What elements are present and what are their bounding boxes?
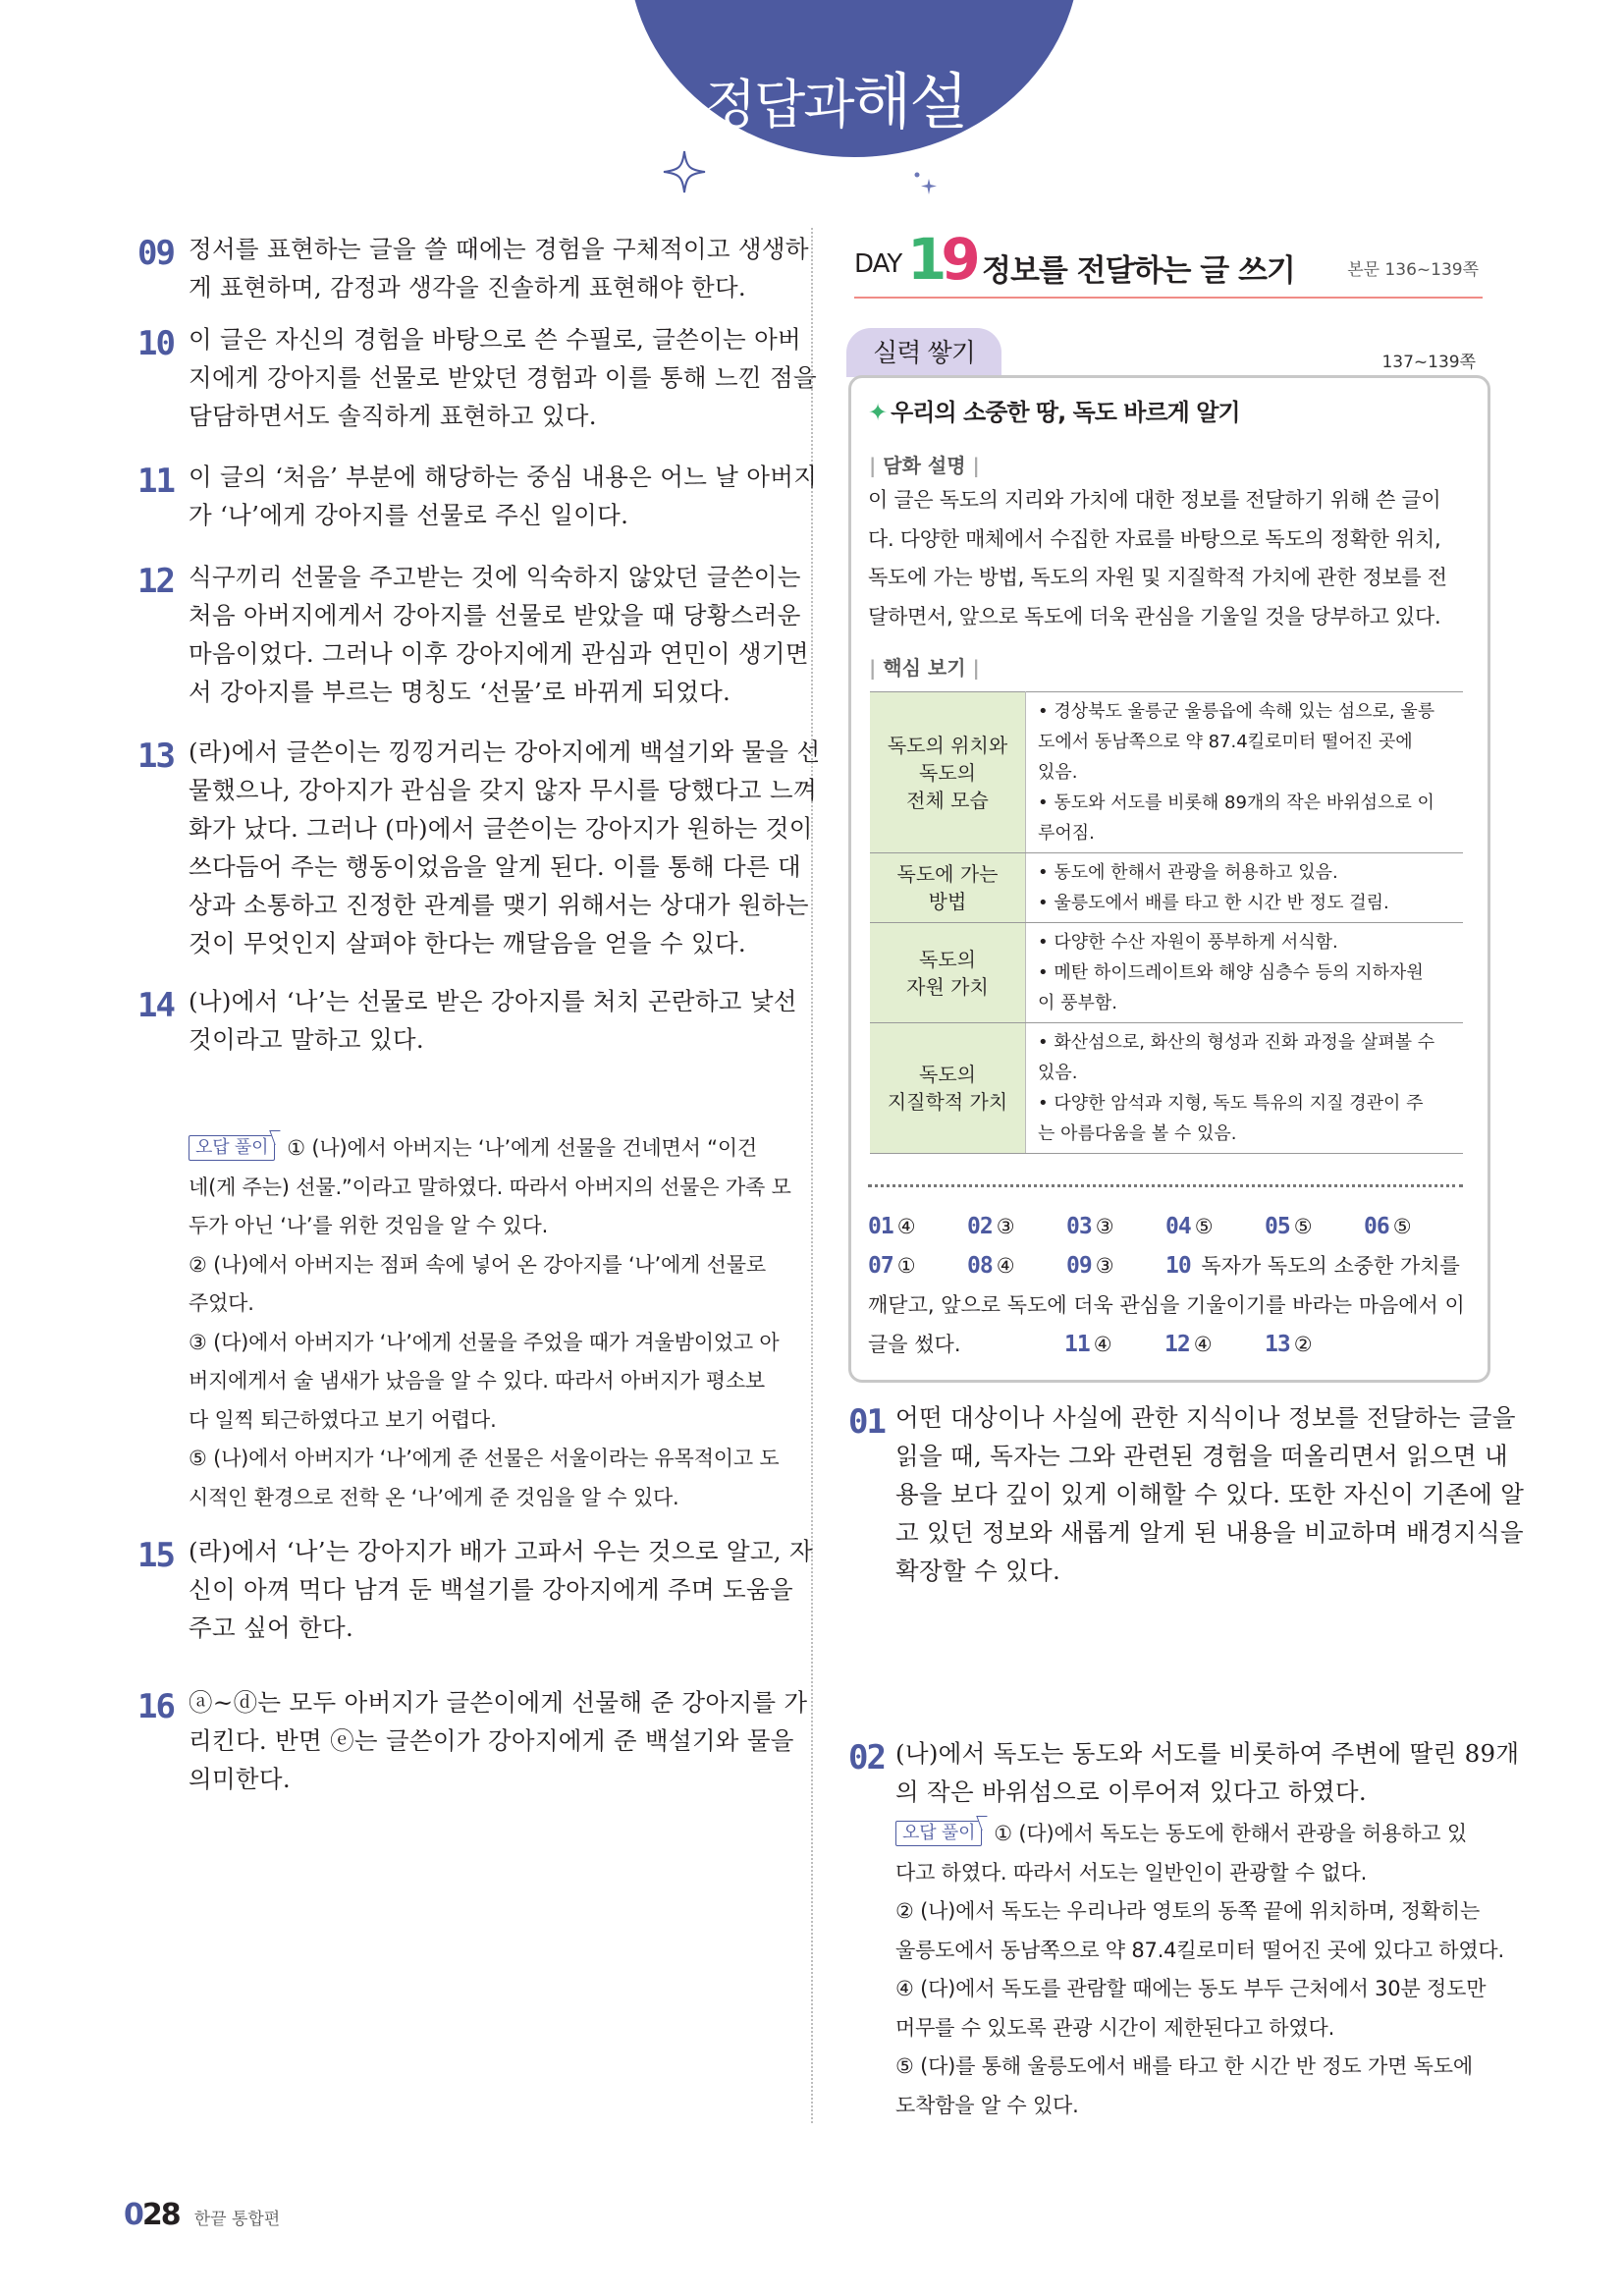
text-line: 머무를 수 있도록 관광 시간이 제한된다고 하였다. — [895, 2015, 1335, 2040]
question-text — [189, 1532, 813, 1647]
core-value-line: • 화산섬으로, 화산의 형성과 진화 과정을 살펴볼 수 — [1038, 1032, 1435, 1053]
core-value-line: • 다양한 수산 자원이 풍부하게 서식함. — [1038, 932, 1338, 953]
text-line: 처음 아버지에게서 강아지를 선물로 받았을 때 당황스러운 — [189, 601, 801, 629]
question-number: 14 — [137, 986, 174, 1025]
day-label: DAY — [854, 249, 902, 279]
text-line: (라)에서 글쓴이는 낑낑거리는 강아지에게 백설기와 물을 선 — [189, 738, 821, 766]
text-line: 게 표현하며, 감정과 생각을 진솔하게 표현해야 한다. — [189, 273, 747, 301]
core-value-line: • 메탄 하이드레이트와 해양 심층수 등의 지하자원 — [1038, 962, 1424, 983]
text-line: (나)에서 독도는 동도와 서도를 비롯하여 주변에 딸린 89개 — [895, 1739, 1520, 1768]
text-line: ⑤ (다)를 통해 울릉도에서 배를 타고 한 시간 반 정도 가면 독도에 — [895, 2054, 1473, 2078]
core-key: 독도의 자원 가치 — [870, 923, 1026, 1023]
text-line: 마음이었다. 그러나 이후 강아지에게 관심과 연민이 생기면 — [189, 639, 809, 668]
practice-tab: 실력 쌓기 — [846, 328, 1001, 377]
desc-line: 다. 다양한 매체에서 수집한 자료를 바탕으로 독도의 정확한 위치, — [868, 526, 1441, 551]
text-line: 다고 하였다. 따라서 서도는 일반인이 관광할 수 없다. — [895, 1860, 1368, 1885]
text-line: 버지에게서 술 냄새가 났음을 알 수 있다. 따라서 아버지가 평소보 — [189, 1369, 765, 1393]
text-line: 지에게 강아지를 선물로 받았던 경험과 이를 통해 느낀 점을 — [189, 363, 817, 392]
dotted-divider — [868, 1184, 1463, 1187]
text-line: 울릉도에서 동남쪽으로 약 87.4킬로미터 떨어진 곳에 있다고 하였다. — [895, 1938, 1504, 1962]
core-row — [870, 923, 1463, 1023]
core-value — [1026, 853, 1464, 923]
answer-number: 04 — [1165, 1214, 1191, 1239]
answer-number: 02 — [967, 1214, 993, 1239]
text-line: (라)에서 ‘나’는 강아지가 배가 고파서 우는 것으로 알고, 자 — [189, 1537, 813, 1565]
text-line: 네(게 주는) 선물.”이라고 말하였다. 따라서 아버지의 선물은 가족 모 — [189, 1175, 791, 1199]
text-line: 이 글의 ‘처음’ 부분에 해당하는 중심 내용은 어느 날 아버지 — [189, 463, 818, 491]
text-line: ② (나)에서 아버지는 점퍼 속에 넣어 온 강아지를 ‘나’에게 선물로 — [189, 1252, 766, 1277]
answer-number: 03 — [1066, 1214, 1092, 1239]
question-number: 16 — [137, 1687, 174, 1726]
q02-explanation — [895, 1815, 1504, 2125]
question-number: 11 — [137, 462, 174, 501]
core-value-line: 있음. — [1038, 762, 1078, 783]
text-line: 어떤 대상이나 사실에 관한 지식이나 정보를 전달하는 글을 — [895, 1403, 1516, 1432]
text-line: ⓐ~ⓓ는 모두 아버지가 글쓴이에게 선물해 준 강아지를 가 — [189, 1688, 808, 1717]
text-line: 쓰다듬어 주는 행동이었음을 알게 된다. 이를 통해 다른 대 — [189, 852, 802, 881]
text-line: 담담하면서도 솔직하게 표현하고 있다. — [189, 402, 597, 430]
text-line: 이 글은 자신의 경험을 바탕으로 쓴 수필로, 글쓴이는 아버 — [189, 325, 802, 354]
answer-item: 06 ⑤ — [1364, 1214, 1412, 1239]
page-number: 028 — [124, 2198, 180, 2232]
core-key: 독도의 위치와 독도의 전체 모습 — [870, 692, 1026, 853]
answer-number: 13 — [1265, 1332, 1290, 1357]
answer-number: 08 — [967, 1253, 993, 1279]
core-value-line: • 경상북도 울릉군 울릉읍에 속해 있는 섬으로, 울릉 — [1038, 701, 1435, 722]
answer-item: 08 ④ — [967, 1253, 1015, 1279]
answer-item: 09 ③ — [1066, 1253, 1114, 1279]
day-number: 19 — [907, 226, 975, 293]
question-text — [189, 733, 820, 962]
footer — [124, 2198, 280, 2232]
book-title: 한끝 통합편 — [193, 2210, 281, 2229]
core-value — [1026, 1023, 1464, 1154]
answer-number: 09 — [1066, 1253, 1092, 1279]
text-line: 두가 아닌 ‘나’를 위한 것임을 알 수 있다. — [189, 1214, 549, 1237]
text-line: ③ (다)에서 아버지가 ‘나’에게 선물을 주었을 때가 겨울밤이었고 아 — [189, 1330, 780, 1354]
text-line: 읽을 때, 독자는 그와 관련된 경험을 떠올리면서 읽으면 내 — [895, 1442, 1509, 1470]
text-line: 용을 보다 깊이 있게 이해할 수 있다. 또한 자신이 기존에 알 — [895, 1480, 1525, 1508]
text-line: ② (나)에서 독도는 우리나라 영토의 동쪽 끝에 위치하며, 정확히는 — [895, 1899, 1481, 1923]
question-text — [189, 320, 817, 435]
day-title: 정보를 전달하는 글 쓰기 — [982, 253, 1295, 289]
answer-item: 02 ③ — [967, 1214, 1015, 1239]
answer-item: 12 ④ — [1164, 1332, 1213, 1357]
answer-item: 04 ⑤ — [1165, 1214, 1214, 1239]
text-line: 시적인 환경으로 전학 온 ‘나’에게 준 것임을 알 수 있다. — [189, 1485, 679, 1509]
core-value-line: 있음. — [1038, 1063, 1078, 1083]
question-number: 01 — [848, 1402, 885, 1442]
answer-item: 07 ① — [868, 1253, 916, 1279]
practice-subtitle: ✦ 우리의 소중한 땅, 독도 바르게 알기 — [868, 399, 1240, 426]
answer-number: 12 — [1164, 1332, 1190, 1357]
practice-pages: 137~139쪽 — [1381, 353, 1476, 372]
question-text — [189, 458, 817, 534]
question-number: 09 — [137, 234, 174, 273]
core-row — [870, 692, 1463, 853]
core-value-line: 루어짐. — [1038, 823, 1095, 844]
answer-number: 06 — [1364, 1214, 1389, 1239]
text-line: 의미한다. — [189, 1765, 291, 1793]
core-value-line: 도에서 동남쪽으로 약 87.4킬로미터 떨어진 곳에 — [1038, 732, 1413, 752]
core-key: 독도에 가는 방법 — [870, 853, 1026, 923]
question-number: 12 — [137, 562, 174, 601]
page-title: 정답과해설 — [705, 66, 967, 137]
core-value-line: • 울릉도에서 배를 타고 한 시간 반 정도 걸림. — [1038, 893, 1389, 913]
answer-10: 10 독자가 독도의 소중한 가치를 — [1165, 1253, 1460, 1279]
text-line: 신이 아껴 먹다 남겨 둔 백설기를 강아지에게 주며 도움을 — [189, 1575, 793, 1604]
core-value-line: 는 아름다움을 볼 수 있음. — [1038, 1123, 1237, 1144]
answer-number: 07 — [868, 1253, 893, 1279]
text-line: 리킨다. 반면 ⓔ는 글쓴이가 강아지에게 준 백설기와 물을 — [189, 1726, 794, 1755]
core-value-line: • 다양한 암석과 지형, 독도 특유의 지질 경관이 주 — [1038, 1093, 1424, 1114]
question-number: 15 — [137, 1536, 174, 1575]
question-text — [189, 230, 809, 306]
text-line: 물했으나, 강아지가 관심을 갖지 않자 무시를 당했다고 느껴 — [189, 776, 817, 804]
text-line: 오답 풀이 ① (나)에서 아버지는 ‘나’에게 선물을 건네면서 “이건 — [189, 1129, 791, 1169]
core-value — [1026, 692, 1464, 853]
core-value — [1026, 923, 1464, 1023]
wrong-answer-badge: 오답 풀이 — [895, 1821, 982, 1846]
section-label-desc: | 담화 설명 | — [869, 450, 980, 478]
text-line: 식구끼리 선물을 주고받는 것에 익숙하지 않았던 글쓴이는 — [189, 563, 801, 591]
text-line: 상과 소통하고 진정한 관계를 맺기 위해서는 상대가 원하는 — [189, 891, 809, 919]
small-sparkle-icon — [911, 169, 939, 196]
text-line: 정서를 표현하는 글을 쓸 때에는 경험을 구체적이고 생생하 — [189, 235, 809, 263]
q14-explanation — [189, 1129, 791, 1517]
text-line: 것이라고 말하고 있다. — [189, 1025, 424, 1054]
answer-10-line3: 글을 썼다. — [868, 1333, 961, 1356]
text-line: ④ (다)에서 독도를 관람할 때에는 동도 부두 근처에서 30분 정도만 — [895, 1977, 1487, 2000]
question-number: 10 — [137, 324, 174, 363]
answer-item: 01 ④ — [868, 1214, 916, 1239]
desc-line: 달하면서, 앞으로 독도에 더욱 관심을 기울일 것을 당부하고 있다. — [868, 604, 1441, 629]
text-line: 화가 났다. 그러나 (마)에서 글쓴이는 강아지가 원하는 것이 — [189, 814, 813, 843]
core-table — [870, 691, 1463, 1154]
answer-number: 11 — [1064, 1332, 1090, 1357]
text-line: 것이 무엇인지 살펴야 한다는 깨달음을 얻을 수 있다. — [189, 929, 747, 957]
text-line: 다 일찍 퇴근하였다고 보기 어렵다. — [189, 1407, 497, 1432]
answer-item: 13 ② — [1265, 1332, 1313, 1357]
day-header — [854, 226, 1483, 299]
answer-number: 05 — [1265, 1214, 1290, 1239]
core-value-line: 이 풍부함. — [1038, 993, 1117, 1013]
text-line: 고 있던 정보와 새롭게 알게 된 내용을 비교하며 배경지식을 — [895, 1518, 1524, 1547]
question-number: 13 — [137, 737, 174, 776]
answer-number: 10 — [1165, 1253, 1191, 1279]
answer-10-line2: 깨닫고, 앞으로 독도에 더욱 관심을 기울이기를 바라는 마음에서 이 — [868, 1293, 1465, 1317]
core-key: 독도의 지질학적 가치 — [870, 1023, 1026, 1154]
text-line: 가 ‘나’에게 강아지를 선물로 주신 일이다. — [189, 501, 629, 529]
core-value-line: • 동도와 서도를 비롯해 89개의 작은 바위섬으로 이 — [1038, 793, 1434, 813]
question-text — [189, 982, 797, 1059]
question-text — [189, 558, 809, 711]
core-row — [870, 853, 1463, 923]
question-text — [189, 1683, 807, 1798]
day-pages: 본문 136~139쪽 — [1347, 260, 1479, 280]
text-line: 의 작은 바위섬으로 이루어져 있다고 하였다. — [895, 1777, 1367, 1806]
text-line: 확장할 수 있다. — [895, 1557, 1061, 1585]
core-row — [870, 1023, 1463, 1154]
answer-item: 11 ④ — [1064, 1332, 1112, 1357]
star-icon: ✦ — [868, 399, 888, 426]
question-text — [895, 1398, 1524, 1590]
text-line: 주고 싶어 한다. — [189, 1613, 354, 1642]
answer-number: 01 — [868, 1214, 893, 1239]
section-label-core: | 핵심 보기 | — [869, 652, 980, 681]
question-text — [895, 1734, 1519, 1811]
desc-line: 독도에 가는 방법, 독도의 자원 및 지질학적 가치에 관한 정보를 전 — [868, 566, 1447, 589]
text-line: (나)에서 ‘나’는 선물로 받은 강아지를 처치 곤란하고 낯선 — [189, 987, 797, 1015]
passage-description — [868, 481, 1447, 636]
question-number: 02 — [848, 1738, 885, 1777]
answer-item: 03 ③ — [1066, 1214, 1114, 1239]
desc-line: 이 글은 독도의 지리와 가치에 대한 정보를 전달하기 위해 쓴 글이 — [868, 488, 1441, 512]
core-value-line: • 동도에 한해서 관광을 허용하고 있음. — [1038, 862, 1338, 883]
answer-item: 05 ⑤ — [1265, 1214, 1313, 1239]
text-line: 오답 풀이 ① (다)에서 독도는 동도에 한해서 관광을 허용하고 있 — [895, 1815, 1504, 1854]
text-line: 서 강아지를 부르는 명칭도 ‘선물’로 바뀌게 되었다. — [189, 678, 731, 706]
text-line: 도착함을 알 수 있다. — [895, 2093, 1079, 2117]
text-line: 주었다. — [189, 1291, 254, 1315]
text-line: ⑤ (나)에서 아버지가 ‘나’에게 준 선물은 서울이라는 유목적이고 도 — [189, 1447, 780, 1470]
sparkle-icon — [662, 149, 707, 194]
wrong-answer-badge: 오답 풀이 — [189, 1135, 275, 1161]
